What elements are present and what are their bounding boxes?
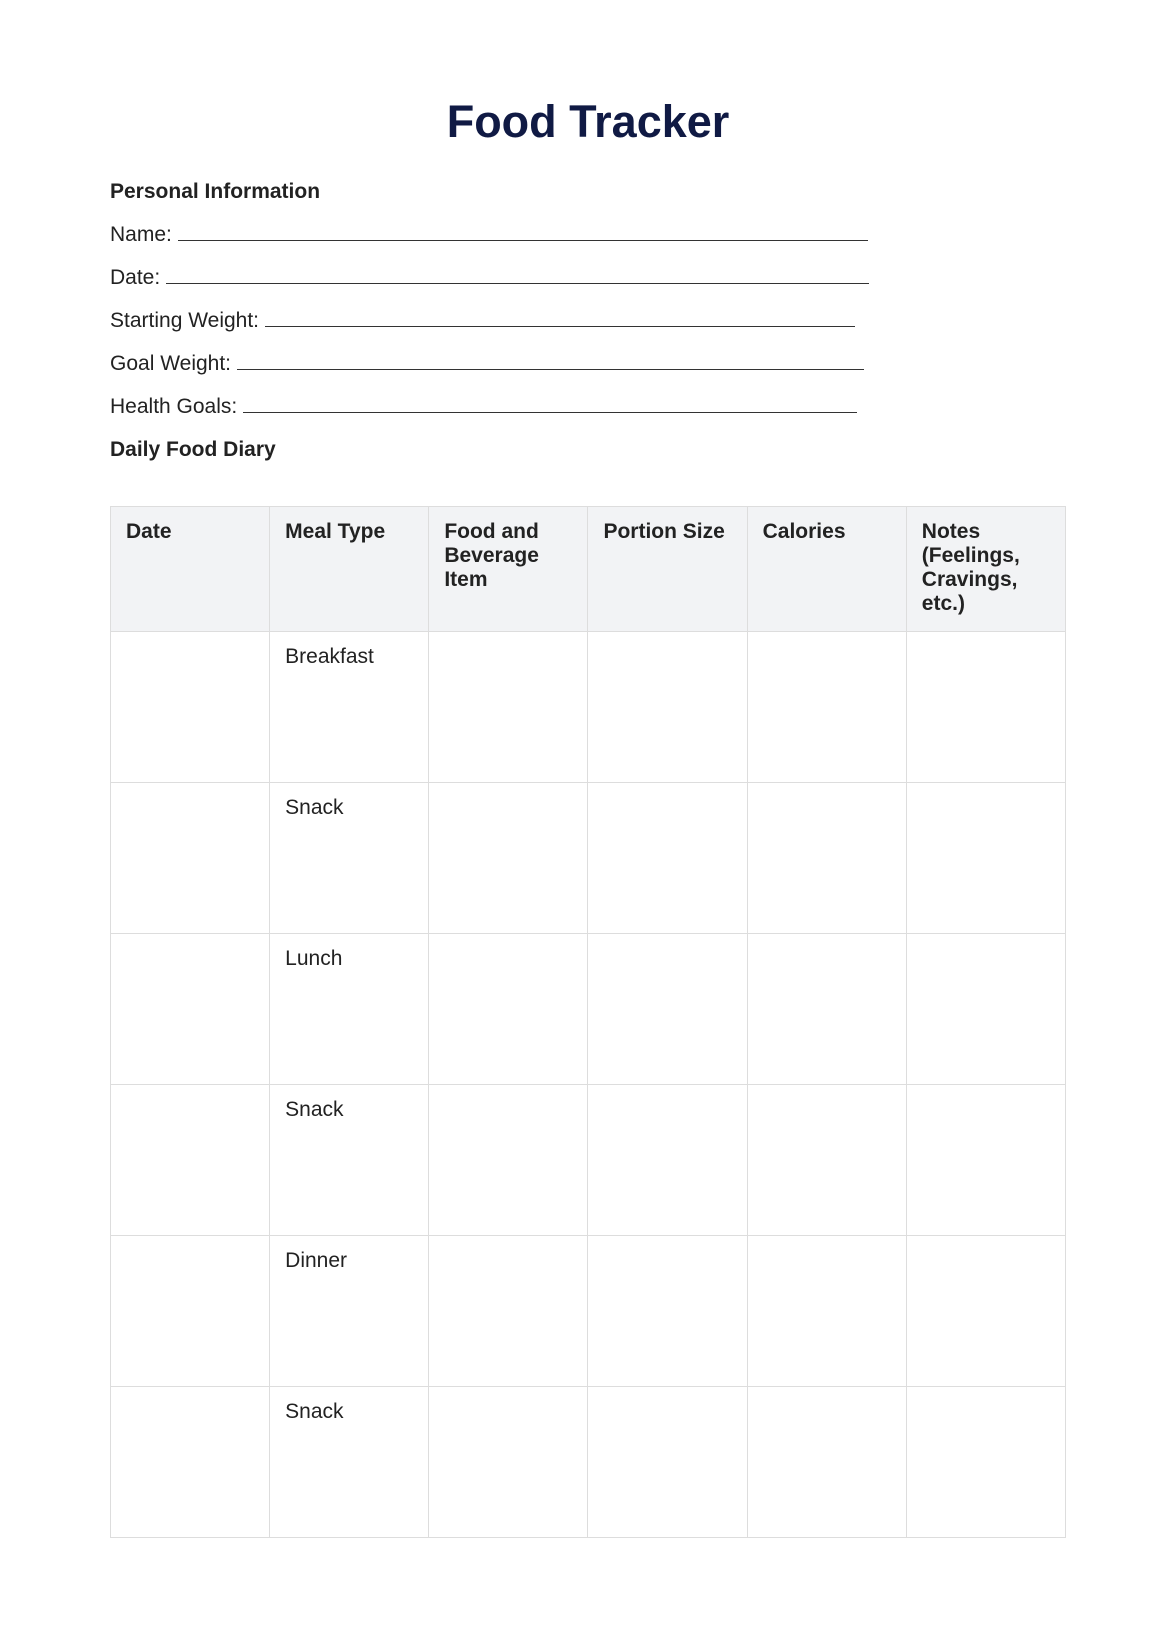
- food-diary-table: [110, 506, 1066, 1538]
- cell-food-item[interactable]: [429, 632, 588, 783]
- name-label: Name:: [110, 223, 172, 246]
- cell-portion-size[interactable]: [588, 934, 747, 1085]
- cell-meal-type: Lunch: [270, 934, 429, 1085]
- cell-meal-type: Snack: [270, 783, 429, 934]
- cell-portion-size[interactable]: [588, 1085, 747, 1236]
- column-header-date: Date: [111, 507, 270, 632]
- name-field[interactable]: [110, 222, 868, 247]
- table-row: [111, 1085, 1066, 1236]
- cell-food-item[interactable]: [429, 934, 588, 1085]
- table-row: [111, 934, 1066, 1085]
- cell-portion-size[interactable]: [588, 1387, 747, 1538]
- table-row: [111, 1387, 1066, 1538]
- table-row: [111, 783, 1066, 934]
- starting-weight-field[interactable]: [110, 308, 855, 333]
- cell-food-item[interactable]: [429, 1236, 588, 1387]
- cell-date[interactable]: [111, 1236, 270, 1387]
- cell-meal-type: Snack: [270, 1387, 429, 1538]
- starting-weight-line[interactable]: [265, 308, 855, 327]
- cell-calories[interactable]: [747, 1085, 906, 1236]
- cell-date[interactable]: [111, 934, 270, 1085]
- cell-date[interactable]: [111, 1085, 270, 1236]
- cell-notes[interactable]: [906, 1387, 1065, 1538]
- cell-portion-size[interactable]: [588, 783, 747, 934]
- goal-weight-label: Goal Weight:: [110, 352, 232, 375]
- cell-notes[interactable]: [906, 783, 1065, 934]
- name-line[interactable]: [178, 222, 868, 241]
- column-header-portion-size: Portion Size: [588, 507, 747, 632]
- cell-meal-type: Breakfast: [270, 632, 429, 783]
- goal-weight-line[interactable]: [237, 351, 864, 370]
- cell-notes[interactable]: [906, 934, 1065, 1085]
- cell-meal-type: Dinner: [270, 1236, 429, 1387]
- cell-portion-size[interactable]: [588, 1236, 747, 1387]
- personal-information-heading: Personal Information: [110, 180, 321, 203]
- cell-calories[interactable]: [747, 934, 906, 1085]
- daily-food-diary-heading: Daily Food Diary: [110, 438, 276, 461]
- cell-notes[interactable]: [906, 1236, 1065, 1387]
- table-row: [111, 632, 1066, 783]
- goal-weight-field[interactable]: [110, 351, 864, 376]
- table-row: [111, 1236, 1066, 1387]
- cell-notes[interactable]: [906, 1085, 1065, 1236]
- cell-portion-size[interactable]: [588, 632, 747, 783]
- health-goals-field[interactable]: [110, 394, 857, 419]
- cell-date[interactable]: [111, 783, 270, 934]
- date-field[interactable]: [110, 265, 869, 290]
- cell-date[interactable]: [111, 1387, 270, 1538]
- table-header-row: [111, 507, 1066, 632]
- cell-food-item[interactable]: [429, 1387, 588, 1538]
- date-label: Date:: [110, 266, 161, 289]
- cell-calories[interactable]: [747, 632, 906, 783]
- date-line[interactable]: [166, 265, 869, 284]
- cell-date[interactable]: [111, 632, 270, 783]
- column-header-calories: Calories: [747, 507, 906, 632]
- column-header-meal-type: Meal Type: [270, 507, 429, 632]
- cell-meal-type: Snack: [270, 1085, 429, 1236]
- cell-calories[interactable]: [747, 1387, 906, 1538]
- health-goals-line[interactable]: [243, 394, 857, 413]
- cell-food-item[interactable]: [429, 783, 588, 934]
- column-header-notes: Notes (Feelings, Cravings, etc.): [906, 507, 1065, 632]
- starting-weight-label: Starting Weight:: [110, 309, 260, 332]
- cell-calories[interactable]: [747, 783, 906, 934]
- cell-food-item[interactable]: [429, 1085, 588, 1236]
- cell-calories[interactable]: [747, 1236, 906, 1387]
- column-header-food-item: Food and Beverage Item: [429, 507, 588, 632]
- cell-notes[interactable]: [906, 632, 1065, 783]
- page-title: Food Tracker: [446, 96, 730, 147]
- health-goals-label: Health Goals:: [110, 395, 238, 418]
